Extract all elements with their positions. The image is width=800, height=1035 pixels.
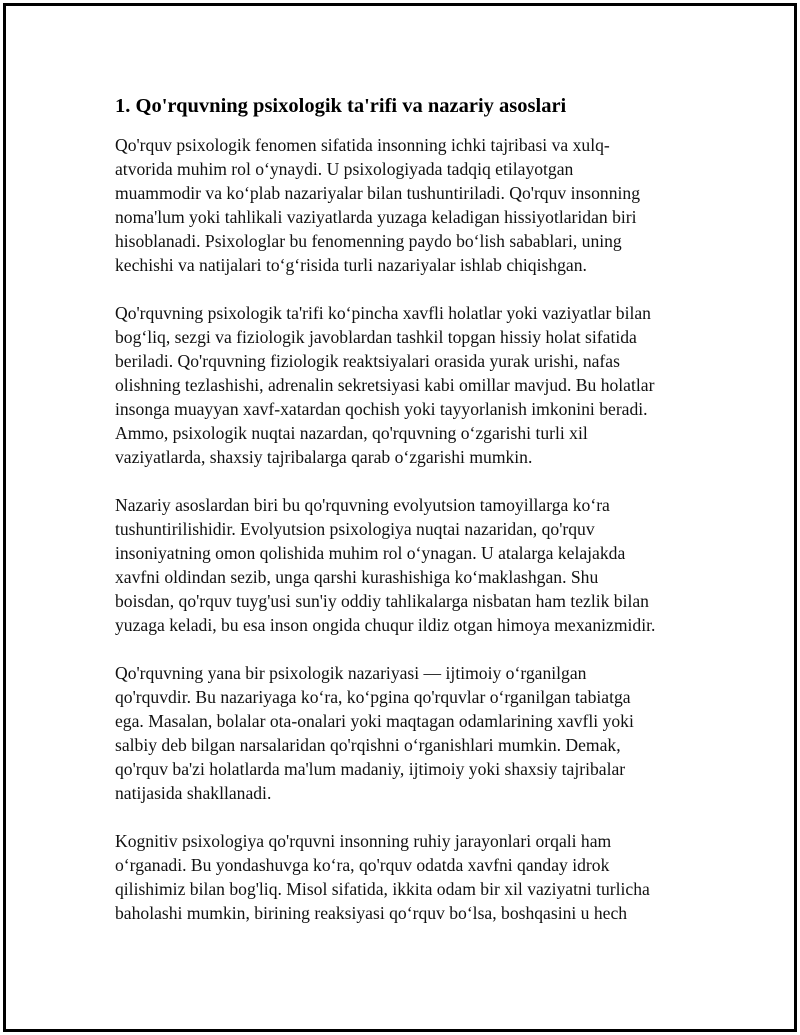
text-line: qo'rquv ba'zi holatlarda ma'lum madaniy, ijtimoiy yoki shaxsiy tajribalar [115, 759, 626, 779]
paragraph-2 [115, 301, 695, 469]
text-line: vaziyatlarda, shaxsiy tajribalarga qarab o‘zgarishi mumkin. [115, 447, 533, 467]
text-line: beriladi. Qo'rquvning fiziologik reaktsiyalari orasida yurak urishi, nafas [115, 351, 620, 371]
text-line: Nazariy asoslardan biri bu qo'rquvning evolyutsion tamoyillarga ko‘ra [115, 495, 610, 515]
text-line: yuzaga keladi, bu esa inson ongida chuqur ildiz otgan himoya mexanizmidir. [115, 615, 656, 635]
text-line: ega. Masalan, bolalar ota-onalari yoki maqtagan odamlarining xavfli yoki [115, 711, 634, 731]
text-line: baholashi mumkin, birining reaksiyasi qo‘rquv bo‘lsa, boshqasini u hech [115, 903, 628, 923]
text-line: natijasida shakllanadi. [115, 783, 272, 803]
text-line: insonga muayyan xavf-xatardan qochish yoki tayyorlanish imkonini beradi. [115, 399, 648, 419]
text-line: o‘rganadi. Bu yondashuvga ko‘ra, qo'rquv odatda xavfni qanday idrok [115, 855, 610, 875]
text-line: boisdan, qo'rquv tuyg'usi sun'iy oddiy tahlikalarga nisbatan ham tezlik bilan [115, 591, 649, 611]
document-body [115, 93, 695, 925]
text-line: atvorida muhim rol o‘ynaydi. U psixologiyada tadqiq etilayotgan [115, 159, 574, 179]
text-line: Kognitiv psixologiya qo'rquvni insonning ruhiy jarayonlari orqali ham [115, 831, 612, 851]
text-line: olishning tezlashishi, adrenalin sekretsiyasi kabi omillar mavjud. Bu holatlar [115, 375, 655, 395]
text-line: xavfni oldindan sezib, unga qarshi kurashishiga ko‘maklashgan. Shu [115, 567, 599, 587]
paragraph-5 [115, 829, 695, 925]
text-line: noma'lum yoki tahlikali vaziyatlarda yuzaga keladigan hissiyotlaridan biri [115, 207, 637, 227]
text-line: Ammo, psixologik nuqtai nazardan, qo'rquvning o‘zgarishi turli xil [115, 423, 588, 443]
text-line: Qo'rquv psixologik fenomen sifatida insonning ichki tajribasi va xulq- [115, 135, 610, 155]
text-line: bog‘liq, sezgi va fiziologik javoblardan tashkil topgan hissiy holat sifatida [115, 327, 637, 347]
paragraph-1 [115, 133, 695, 277]
text-line: Qo'rquvning psixologik ta'rifi ko‘pincha xavfli holatlar yoki vaziyatlar bilan [115, 303, 651, 323]
text-line: hisoblanadi. Psixologlar bu fenomenning paydo bo‘lish sabablari, uning [115, 231, 622, 251]
text-line: muammodir va ko‘plab nazariyalar bilan tushuntiriladi. Qo'rquv insonning [115, 183, 641, 203]
text-line: salbiy deb bilgan narsalaridan qo'rqishni o‘rganishlari mumkin. Demak, [115, 735, 621, 755]
text-line: qo'rquvdir. Bu nazariyaga ko‘ra, ko‘pgina qo'rquvlar o‘rganilgan tabiatga [115, 687, 631, 707]
text-line: qilishimiz bilan bog'liq. Misol sifatida, ikkita odam bir xil vaziyatni turlicha [115, 879, 650, 899]
text-line: tushuntirilishidir. Evolyutsion psixologiya nuqtai nazaridan, qo'rquv [115, 519, 595, 539]
text-line: insoniyatning omon qolishida muhim rol o‘ynagan. U atalarga kelajakda [115, 543, 626, 563]
paragraph-4 [115, 661, 695, 805]
text-line: Qo'rquvning yana bir psixologik nazariyasi — ijtimoiy o‘rganilgan [115, 663, 587, 683]
text-line: kechishi va natijalari to‘g‘risida turli nazariyalar ishlab chiqishgan. [115, 255, 587, 275]
section-heading: 1. Qo'rquvning psixologik ta'rifi va nazariy asoslari [115, 95, 567, 117]
paragraph-3 [115, 493, 695, 637]
